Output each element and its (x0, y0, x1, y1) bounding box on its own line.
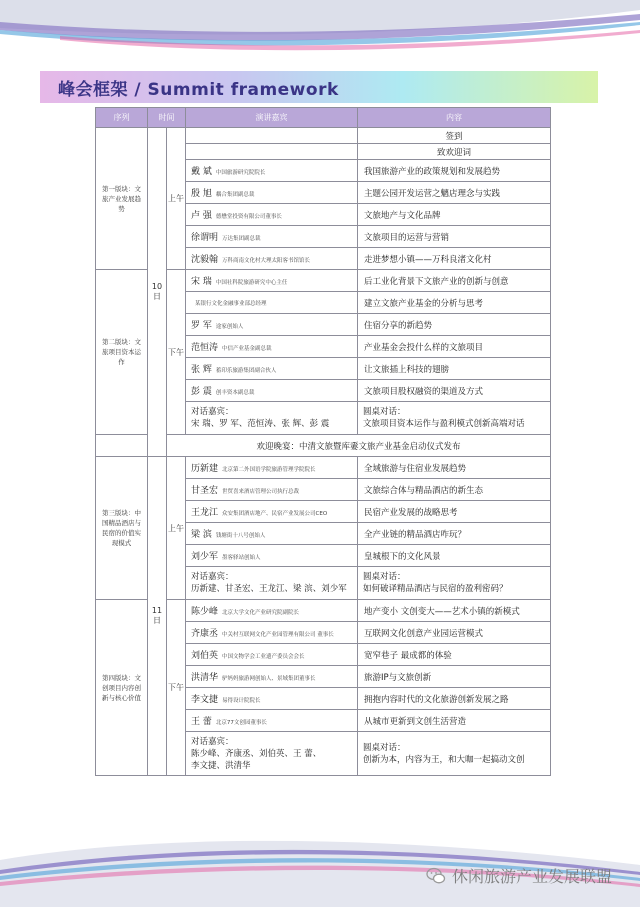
speaker-title: 蓄印乐旅游集团副合伙人 (215, 368, 277, 374)
speaker-name: 戴 斌 (191, 167, 212, 177)
speaker-name: 彭 震 (191, 387, 212, 397)
speaker-name: 历新建 (191, 464, 219, 474)
speaker-title: 耦合集团副总裁 (215, 192, 255, 198)
speaker-name: 卢 强 (191, 211, 212, 221)
speaker-cell (186, 622, 358, 644)
speaker-title: 世贸喜来酒店管理公司执行总裁 (222, 489, 300, 495)
period-label: 上午 (167, 457, 186, 600)
speaker-title: 易得设计院院长 (222, 698, 261, 704)
speaker-name: 李文捷 (191, 695, 219, 705)
dialog-guests-cell (186, 567, 358, 600)
speaker-name: 洪清华 (191, 673, 219, 683)
dialog-topic-label: 圆桌对话： (363, 572, 406, 582)
speaker-cell (186, 182, 358, 204)
header-content: 内容 (358, 108, 551, 128)
day-label: 10日 (148, 128, 167, 457)
topic-cell: 主题公园开发运营之魑店理念与实践 (358, 182, 551, 204)
block-label: 第二版块：文旅项目资本运作 (96, 270, 148, 435)
dialog-topic-label: 圆桌对话： (363, 407, 406, 417)
dialog-guests-cell (186, 732, 358, 776)
speaker-name: 范恒涛 (191, 343, 219, 353)
topic-cell: 旅游IP与文旅创新 (358, 666, 551, 688)
topic-cell: 地产变小 文创变大——艺术小镇的新模式 (358, 600, 551, 622)
speaker-cell (186, 523, 358, 545)
topic-cell: 拥抱内容时代的文化旅游创新发展之路 (358, 688, 551, 710)
speaker-cell (186, 545, 358, 567)
dialog-guests: 李文捷、洪清华 (191, 760, 251, 771)
speaker-cell (186, 358, 358, 380)
topic-cell: 走进梦想小镇——万科良渚文化村 (358, 248, 551, 270)
topic-cell: 文旅综合体与精品酒店的新生态 (358, 479, 551, 501)
wechat-icon (426, 866, 446, 886)
dialog-guests: 陈少峰、齐康丞、刘伯英、王 蕾、 (191, 748, 322, 759)
speaker-title: 创丰资本副总裁 (215, 390, 255, 396)
table-row (96, 128, 551, 144)
table-header-row (96, 108, 551, 128)
period-label: 下午 (167, 270, 186, 435)
speaker-cell (186, 501, 358, 523)
speaker-name: 甘圣宏 (191, 486, 219, 496)
topic-cell: 产业基金会投什么样的文旅项目 (358, 336, 551, 358)
topic-cell: 文旅项目的运营与营销 (358, 226, 551, 248)
speaker-name: 张 辉 (191, 365, 212, 375)
topic-cell: 民宿产业发展的战略思考 (358, 501, 551, 523)
speaker-name: 沈毅翰 (191, 255, 219, 265)
title-banner (40, 71, 598, 103)
speaker-name: 殷 旭 (191, 189, 212, 199)
watermark-text: 休闲旅游产业发展联盟 (451, 867, 612, 886)
speaker-title: 万科商南文化村大理太阳客书馆馆长 (222, 258, 311, 264)
speaker-title: 中信产业基金副总裁 (222, 346, 272, 352)
agenda-item: 签到 (358, 128, 551, 144)
speaker-title: 墨客驿站创始人 (222, 555, 261, 561)
speaker-name: 王 蕾 (191, 717, 212, 727)
speaker-cell (186, 292, 358, 314)
speaker-title: 驴妈妈旅游网创始人、景域集团董事长 (222, 676, 316, 682)
header-speaker: 演讲嘉宾 (186, 108, 358, 128)
speaker-title: 某银行文化金融事业部总经理 (195, 300, 267, 307)
speaker-cell (186, 380, 358, 402)
topic-cell: 互联网文化创意产业园运营模式 (358, 622, 551, 644)
speaker-name: 徐谓明 (191, 233, 219, 243)
topic-cell: 后工业化背景下文旅产业的创新与创意 (358, 270, 551, 292)
topic-cell: 全产业链的精品酒店咋玩？ (358, 523, 551, 545)
dialog-guests-label: 对话嘉宾： (191, 572, 234, 582)
topic-cell: 从城市更新到文创生活营造 (358, 710, 551, 732)
dialog-topic-label: 圆桌对话： (363, 742, 406, 753)
dialog-topic: 如何破译精品酒店与民宿的盈利密码？ (363, 584, 508, 594)
speaker-title: 万达集团副总裁 (222, 236, 261, 242)
top-wave-decoration (0, 0, 640, 60)
topic-cell: 建立文旅产业基金的分析与思考 (358, 292, 551, 314)
speaker-title: 中国文物学会工业遗产委员会会长 (222, 654, 305, 660)
speaker-cell (186, 688, 358, 710)
speaker-title: 中关村互联网文化产业园管理有限公司 董事长 (222, 632, 334, 638)
period-label: 下午 (167, 600, 186, 776)
speaker-name: 罗 军 (191, 321, 212, 331)
speaker-name: 刘伯英 (191, 651, 219, 661)
speaker-cell (186, 204, 358, 226)
speaker-cell (186, 226, 358, 248)
evening-banquet: 欢迎晚宴：中清文旅暨库嫑文旅产业基金启动仪式发布 (167, 435, 551, 457)
block-label: 第三版块：中国精品酒店与民宿的价值实现模式 (96, 457, 148, 600)
speaker-title: 北京大学文化产业研究院副院长 (222, 610, 300, 616)
speaker-title: 途家创始人 (215, 324, 244, 330)
page-title: 峰会框架 / Summit framework (58, 80, 339, 100)
speaker-cell (186, 644, 358, 666)
speaker-cell (186, 600, 358, 622)
summit-schedule-table (95, 107, 551, 776)
speaker-title: 德懋堂投资有限公司董事长 (215, 214, 282, 220)
header-sequence: 序列 (96, 108, 148, 128)
speaker-name: 刘少军 (191, 552, 219, 562)
speaker-title: 北京第二外国语学院旅游管理学院院长 (222, 467, 316, 473)
topic-cell: 文旅地产与文化品牌 (358, 204, 551, 226)
dialog-topic: 创新为本，内容为王，和大咖一起搞动文创 (363, 754, 525, 765)
table-row (96, 457, 551, 479)
dialog-guests: 宋 瑞、罗 军、范恒涛、张 辉、彭 震 (191, 419, 330, 429)
speaker-name: 宋 瑞 (191, 277, 212, 287)
header-time: 时间 (148, 108, 186, 128)
speaker-title: 北京77文创园董事长 (215, 720, 267, 726)
dialog-topic-cell (358, 402, 551, 435)
speaker-cell (186, 336, 358, 358)
speaker-title: 中国旅游研究院院长 (215, 170, 266, 176)
speaker-cell (186, 479, 358, 501)
agenda-item: 致欢迎词 (358, 144, 551, 160)
topic-cell: 宽窄巷子 最成都的体验 (358, 644, 551, 666)
topic-cell: 皇城根下的文化风景 (358, 545, 551, 567)
topic-cell: 文旅项目股权融资的渠道及方式 (358, 380, 551, 402)
dialog-topic: 文旅项目资本运作与盈利模式创新高端对话 (363, 419, 525, 429)
speaker-cell (186, 710, 358, 732)
speaker-cell (186, 270, 358, 292)
speaker-title: 众安集团酒店地产、民宿产业发展公司CEO (222, 511, 328, 517)
dialog-topic-cell (358, 732, 551, 776)
dialog-guests-cell (186, 402, 358, 435)
speaker-name: 王龙江 (191, 508, 219, 518)
dialog-guests: 历新建、甘圣宏、王龙江、梁 滨、刘少军 (191, 584, 347, 594)
dialog-guests-label: 对话嘉宾： (191, 407, 234, 417)
watermark (426, 864, 612, 887)
block-label: 第四版块：文创项目内容创新与核心价值 (96, 600, 148, 776)
topic-cell: 让文旅插上科技的翅膀 (358, 358, 551, 380)
topic-cell: 我国旅游产业的政策规划和发展趋势 (358, 160, 551, 182)
day-label: 11日 (148, 457, 167, 776)
topic-cell: 住宿分享的新趋势 (358, 314, 551, 336)
speaker-name: 齐康丞 (191, 629, 219, 639)
speaker-title: 钱塘街十八号创始人 (215, 533, 266, 539)
speaker-cell (186, 160, 358, 182)
topic-cell: 全域旅游与住宿业发展趋势 (358, 457, 551, 479)
speaker-cell (186, 457, 358, 479)
speaker-name: 梁 滨 (191, 530, 212, 540)
dialog-topic-cell (358, 567, 551, 600)
speaker-cell (186, 248, 358, 270)
dialog-guests-label: 对话嘉宾： (191, 736, 234, 747)
period-label: 上午 (167, 128, 186, 270)
speaker-title: 中国社科院旅游研究中心主任 (215, 280, 288, 286)
speaker-cell (186, 314, 358, 336)
block-label: 第一版块：文旅产业发展趋势 (96, 128, 148, 270)
speaker-name: 陈少峰 (191, 607, 219, 617)
speaker-cell (186, 666, 358, 688)
